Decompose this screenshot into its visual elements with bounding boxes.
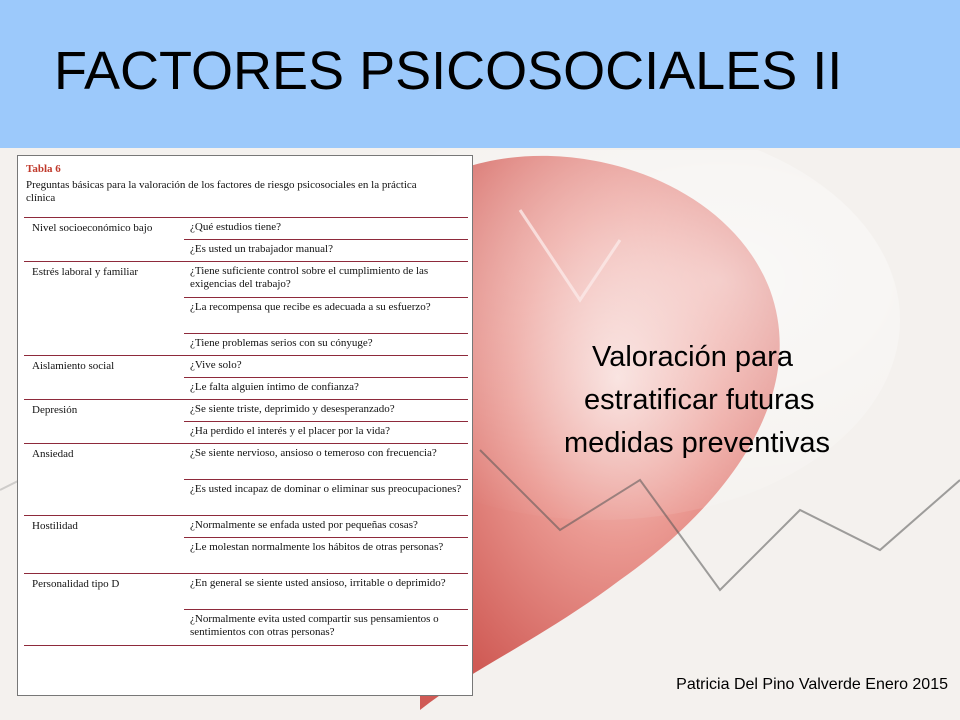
table-question: ¿Le falta alguien íntimo de confianza?	[190, 381, 359, 393]
table-category: Hostilidad	[32, 520, 78, 532]
table-group-rule	[24, 217, 468, 218]
side-text-line: medidas preventivas	[564, 427, 830, 459]
slide-header	[0, 0, 960, 148]
table-question: ¿La recompensa que recibe es adecuada a su esfuerzo?	[190, 301, 431, 313]
table-category: Aislamiento social	[32, 360, 115, 372]
table-group-rule	[24, 515, 468, 516]
table-question-rule	[184, 537, 468, 538]
table-image-panel	[17, 155, 473, 696]
table-question: ¿Tiene problemas serios con su cónyuge?	[190, 337, 373, 349]
table-question: ¿Se siente triste, deprimido y desesperanzado?	[190, 403, 395, 415]
table-caption: Preguntas básicas para la valoración de los factores de riesgo psicosociales en la práctica clínica	[26, 179, 417, 204]
table-category: Estrés laboral y familiar	[32, 266, 138, 278]
table-question-rule	[184, 421, 468, 422]
side-text-line: Valoración para	[592, 341, 793, 373]
slide-title: FACTORES PSICOSOCIALES II	[54, 41, 843, 101]
side-text-line: estratificar futuras	[584, 384, 815, 416]
table-question: ¿Es usted un trabajador manual?	[190, 243, 333, 255]
table-question: ¿Tiene suficiente control sobre el cumplimiento de las exigencias del trabajo?	[190, 265, 429, 290]
table-question-rule	[184, 479, 468, 480]
table-group-rule	[24, 399, 468, 400]
side-text-block	[560, 336, 920, 465]
table-question: ¿En general se siente usted ansioso, irritable o deprimido?	[190, 577, 446, 589]
table-group-rule	[24, 261, 468, 262]
table-category: Ansiedad	[32, 448, 74, 460]
table-bottom-rule	[24, 645, 468, 646]
table-question-rule	[184, 377, 468, 378]
table-question: ¿Ha perdido el interés y el placer por la vida?	[190, 425, 391, 437]
table-question: ¿Le molestan normalmente los hábitos de otras personas?	[190, 541, 444, 553]
table-question: ¿Es usted incapaz de dominar o eliminar sus preocupaciones?	[190, 483, 462, 495]
table-question-rule	[184, 333, 468, 334]
table-group-rule	[24, 443, 468, 444]
table-question-rule	[184, 297, 468, 298]
table-group-rule	[24, 355, 468, 356]
table-question: ¿Vive solo?	[190, 359, 242, 371]
table-question: ¿Normalmente evita usted compartir sus pensamientos o sentimientos con otras personas?	[190, 613, 439, 638]
table-category: Nivel socioeconómico bajo	[32, 222, 153, 234]
table-question: ¿Qué estudios tiene?	[190, 221, 282, 233]
table-question: ¿Normalmente se enfada usted por pequeñas cosas?	[190, 519, 418, 531]
table-number: Tabla 6	[26, 163, 61, 175]
table-category: Depresión	[32, 404, 78, 416]
table-category: Personalidad tipo D	[32, 578, 120, 590]
table-question-rule	[184, 609, 468, 610]
footer-credit: Patricia Del Pino Valverde Enero 2015	[676, 676, 948, 693]
table-question-rule	[184, 239, 468, 240]
table-group-rule	[24, 573, 468, 574]
table-question: ¿Se siente nervioso, ansioso o temeroso con frecuencia?	[190, 447, 437, 459]
